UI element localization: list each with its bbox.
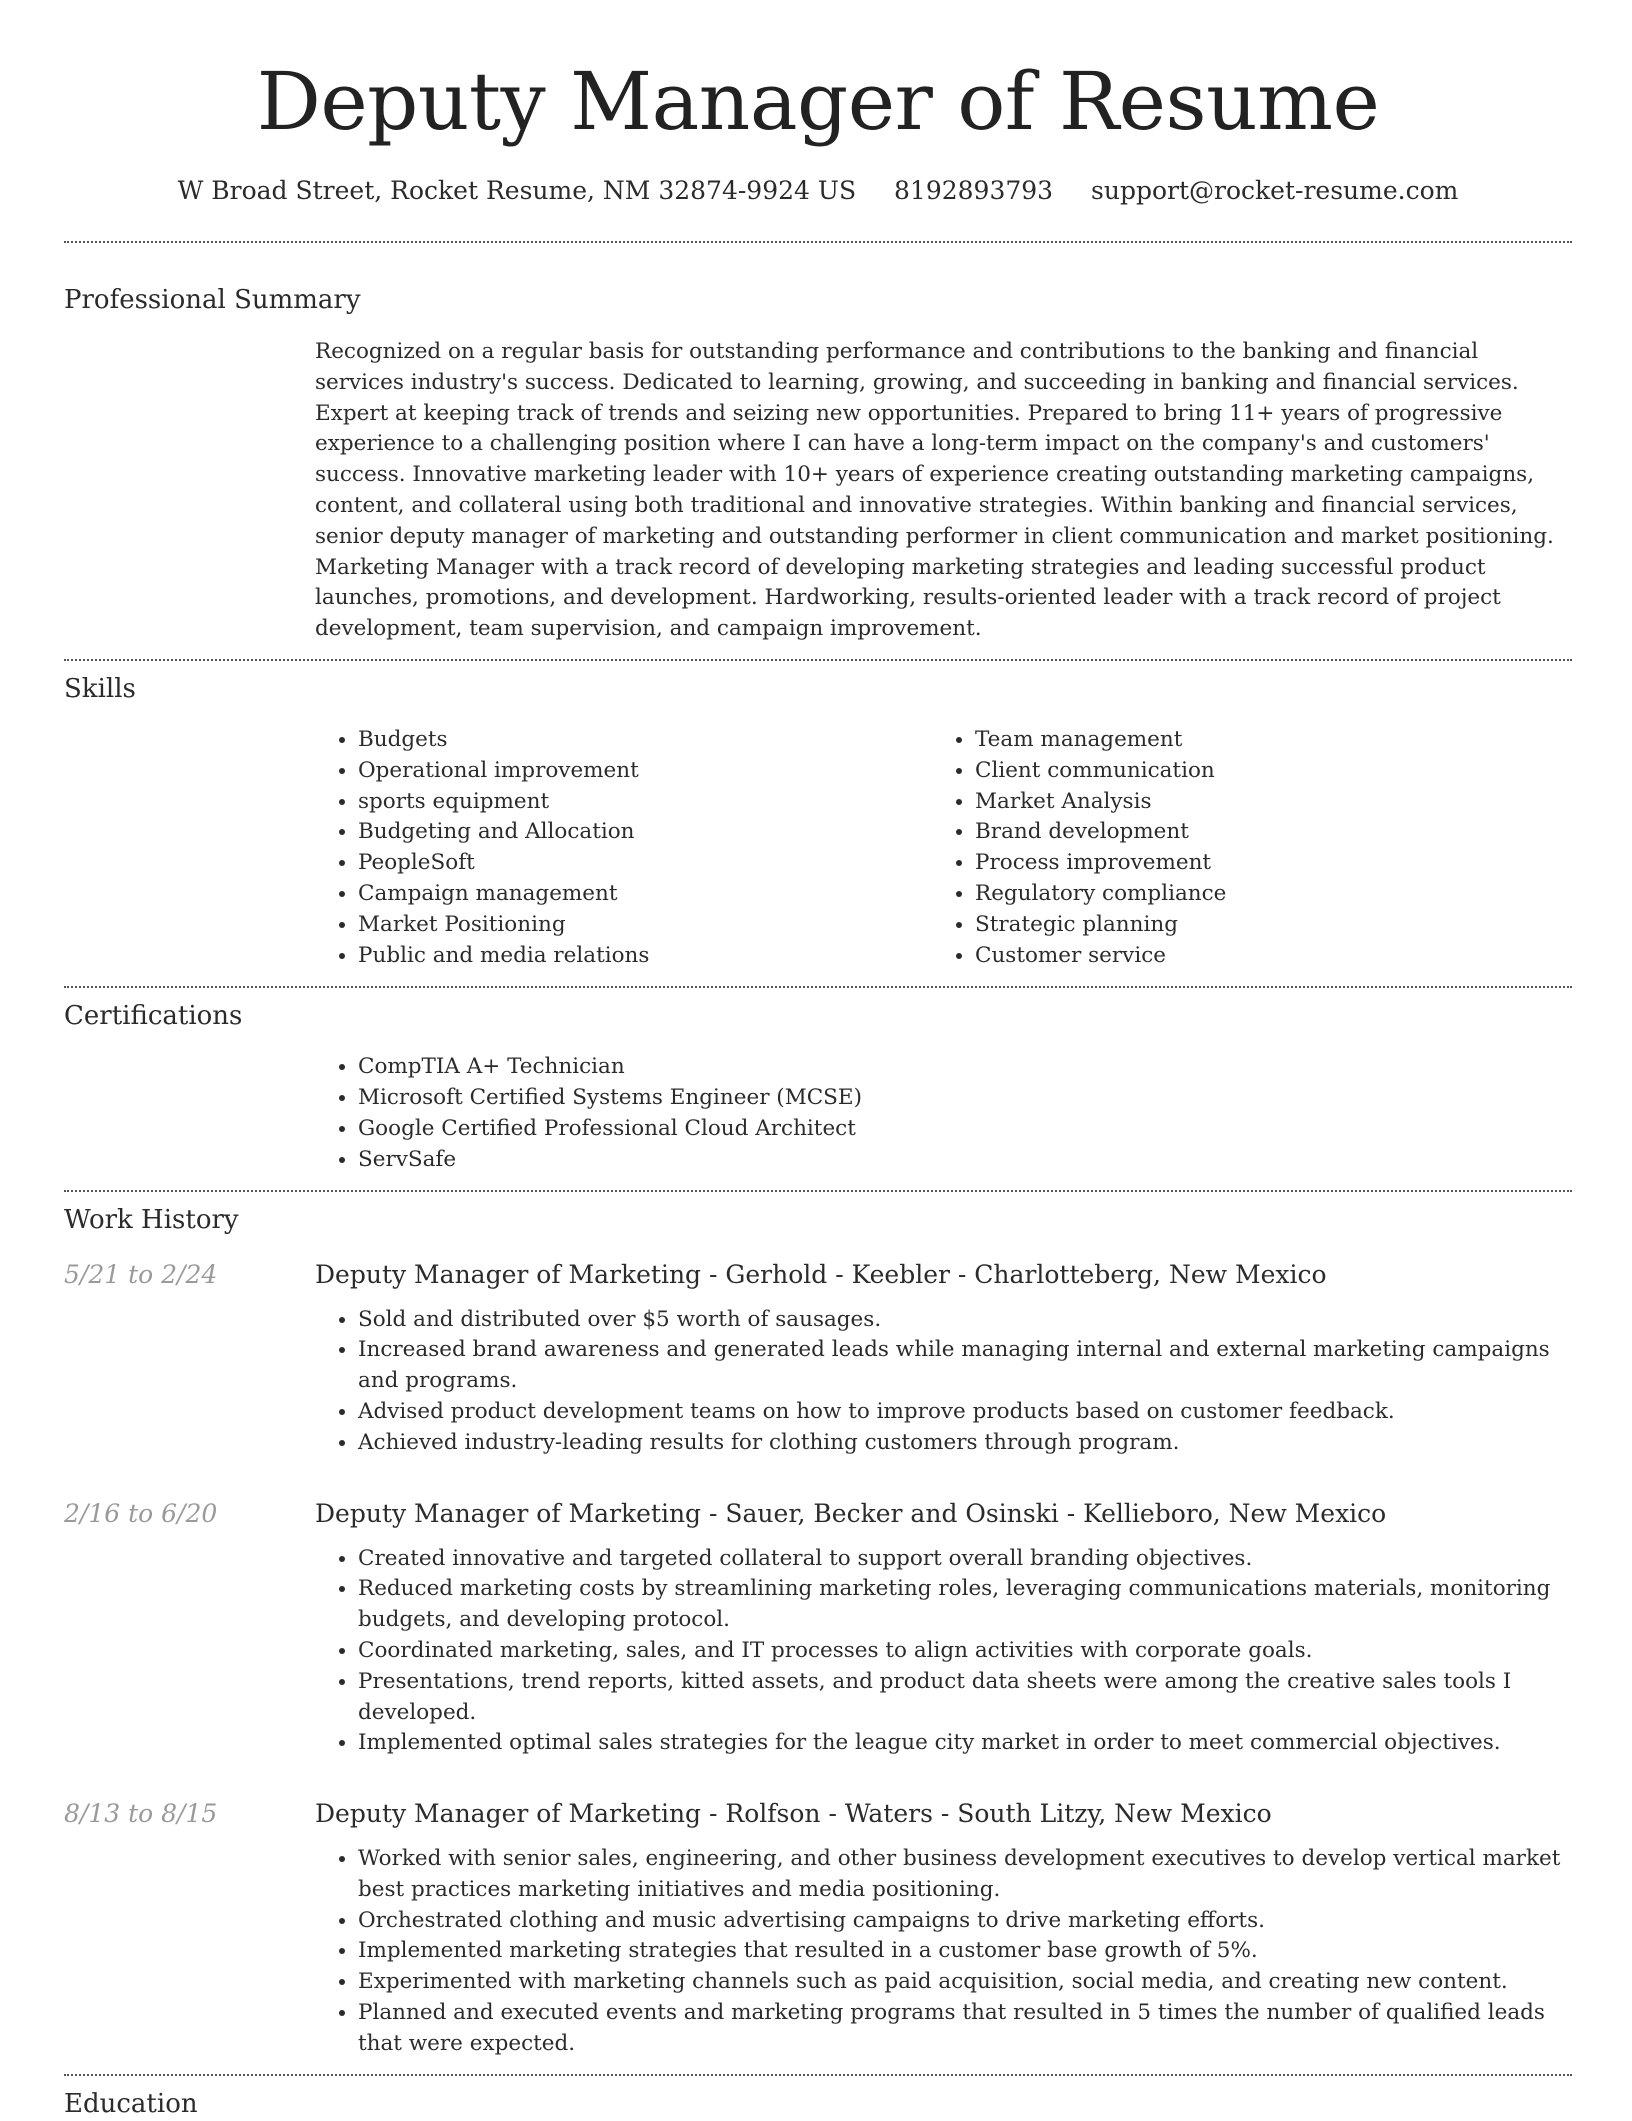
skill-item: • Public and media relations bbox=[358, 941, 932, 972]
summary-heading: Professional Summary bbox=[64, 285, 361, 315]
job-bullet: • Experimented with marketing channels such as paid acquisition, social media, and creating new content. bbox=[358, 1967, 1572, 1998]
job-title: Deputy Manager of Marketing - Rolfson - Waters - South Litzy, New Mexico bbox=[315, 1799, 1272, 1829]
work-history-heading: Work History bbox=[64, 1204, 239, 1235]
resume-name: Deputy Manager of Resume bbox=[256, 55, 1380, 148]
job-header bbox=[64, 1797, 1572, 1831]
contact-email: support@rocket-resume.com bbox=[1091, 176, 1459, 205]
contact-address: W Broad Street, Rocket Resume, NM 32874-9924 US bbox=[177, 176, 857, 205]
skill-item: • sports equipment bbox=[358, 787, 932, 818]
job-bullet: • Increased brand awareness and generated leads while managing internal and external marketing campaigns and programs. bbox=[358, 1335, 1572, 1397]
job-header bbox=[64, 1258, 1572, 1292]
job-bullet: • Sold and distributed over $5 worth of sausages. bbox=[358, 1305, 1572, 1336]
section-divider bbox=[64, 2074, 1572, 2076]
skills-column-left bbox=[315, 725, 932, 971]
skill-item: • Strategic planning bbox=[975, 910, 1549, 941]
job-header bbox=[64, 1497, 1572, 1531]
job-bullet: • Orchestrated clothing and music advertising campaigns to drive marketing efforts. bbox=[358, 1906, 1572, 1937]
job-bullet: • Worked with senior sales, engineering, and other business development executives to develop vertical market best practices marketing initiatives and media positioning. bbox=[358, 1844, 1572, 1906]
skill-item: • Campaign management bbox=[358, 879, 932, 910]
skills-list-right bbox=[932, 725, 1549, 971]
job-bullet: • Achieved industry-leading results for clothing customers through program. bbox=[358, 1428, 1572, 1459]
section-divider bbox=[64, 659, 1572, 661]
job-dates: 8/13 to 8/15 bbox=[64, 1799, 218, 1829]
education-heading: Education bbox=[64, 2088, 198, 2119]
skill-item: • Budgets bbox=[358, 725, 932, 756]
job-bullet: • Presentations, trend reports, kitted assets, and product data sheets were among the creative sales tools I developed. bbox=[358, 1667, 1572, 1729]
certification-item: • Google Certified Professional Cloud Architect bbox=[358, 1114, 1572, 1145]
certification-item: • CompTIA A+ Technician bbox=[358, 1052, 1572, 1083]
certification-item: • Microsoft Certified Systems Engineer (MCSE) bbox=[358, 1083, 1572, 1114]
job-bullets bbox=[315, 1305, 1572, 1459]
job-dates: 2/16 to 6/20 bbox=[64, 1498, 218, 1528]
skills-grid bbox=[315, 725, 1572, 971]
skill-item: • Team management bbox=[975, 725, 1549, 756]
job-bullet: • Advised product development teams on how to improve products based on customer feedback. bbox=[358, 1397, 1572, 1428]
skill-item: • Operational improvement bbox=[358, 756, 932, 787]
skill-item: • Budgeting and Allocation bbox=[358, 817, 932, 848]
certification-item: • ServSafe bbox=[358, 1145, 1572, 1176]
skill-item: • Client communication bbox=[975, 756, 1549, 787]
job-bullet: • Implemented optimal sales strategies for the league city market in order to meet commercial objectives. bbox=[358, 1728, 1572, 1759]
skill-item: • Customer service bbox=[975, 941, 1549, 972]
job-bullets bbox=[315, 1544, 1572, 1760]
job-entry bbox=[64, 1797, 1572, 2060]
job-title: Deputy Manager of Marketing - Sauer, Becker and Osinski - Kellieboro, New Mexico bbox=[315, 1498, 1387, 1528]
job-bullet: • Coordinated marketing, sales, and IT processes to align activities with corporate goals. bbox=[358, 1636, 1572, 1667]
job-bullets bbox=[315, 1844, 1572, 2060]
certifications-list bbox=[315, 1052, 1572, 1175]
skill-item: • PeopleSoft bbox=[358, 848, 932, 879]
skills-list-left bbox=[315, 725, 932, 971]
section-divider bbox=[64, 1190, 1572, 1192]
job-bullet: • Planned and executed events and marketing programs that resulted in 5 times the number of qualified leads that were expected. bbox=[358, 1998, 1572, 2060]
skill-item: • Process improvement bbox=[975, 848, 1549, 879]
job-dates: 5/21 to 2/24 bbox=[64, 1259, 218, 1289]
summary-text: Recognized on a regular basis for outstanding performance and contributions to the banking and financial services industry's success. Dedicated to learning, growing, and succeeding in banking and financial services. Expert at keeping track of trends and seizing new opportunities. Prepared to bring 11+ years of progressive experience to a challenging position where I can have a long-term impact on the company's and customers' success. Innovative marketing leader with 10+ years of experience creating outstanding marketing campaigns, content, and collateral using both traditional and innovative strategies. Within banking and financial services, senior deputy manager of marketing and outstanding performer in client communication and market positioning. Marketing Manager with a track record of developing marketing strategies and leading successful product launches, promotions, and development. Hardworking, results-oriented leader with a track record of project development, team supervision, and campaign improvement. bbox=[315, 339, 1554, 642]
job-bullet: • Reduced marketing costs by streamlining marketing roles, leveraging communications materials, monitoring budgets, and developing protocol. bbox=[358, 1574, 1572, 1636]
job-entry bbox=[64, 1497, 1572, 1760]
skill-item: • Regulatory compliance bbox=[975, 879, 1549, 910]
contact-phone: 8192893793 bbox=[894, 176, 1054, 205]
section-divider bbox=[64, 986, 1572, 988]
skill-item: • Brand development bbox=[975, 817, 1549, 848]
skill-item: • Market Positioning bbox=[358, 910, 932, 941]
job-title: Deputy Manager of Marketing - Gerhold - Keebler - Charlotteberg, New Mexico bbox=[315, 1259, 1327, 1289]
job-entry bbox=[64, 1258, 1572, 1459]
skill-item: • Market Analysis bbox=[975, 787, 1549, 818]
job-bullet: • Created innovative and targeted collateral to support overall branding objectives. bbox=[358, 1544, 1572, 1575]
skills-heading: Skills bbox=[64, 673, 136, 704]
resume-page bbox=[64, 0, 1572, 2121]
skills-column-right bbox=[932, 725, 1549, 971]
certifications-heading: Certifications bbox=[64, 1001, 243, 1032]
contact-line bbox=[64, 174, 1572, 208]
job-bullet: • Implemented marketing strategies that resulted in a customer base growth of 5%. bbox=[358, 1936, 1572, 1967]
section-divider bbox=[64, 241, 1572, 243]
